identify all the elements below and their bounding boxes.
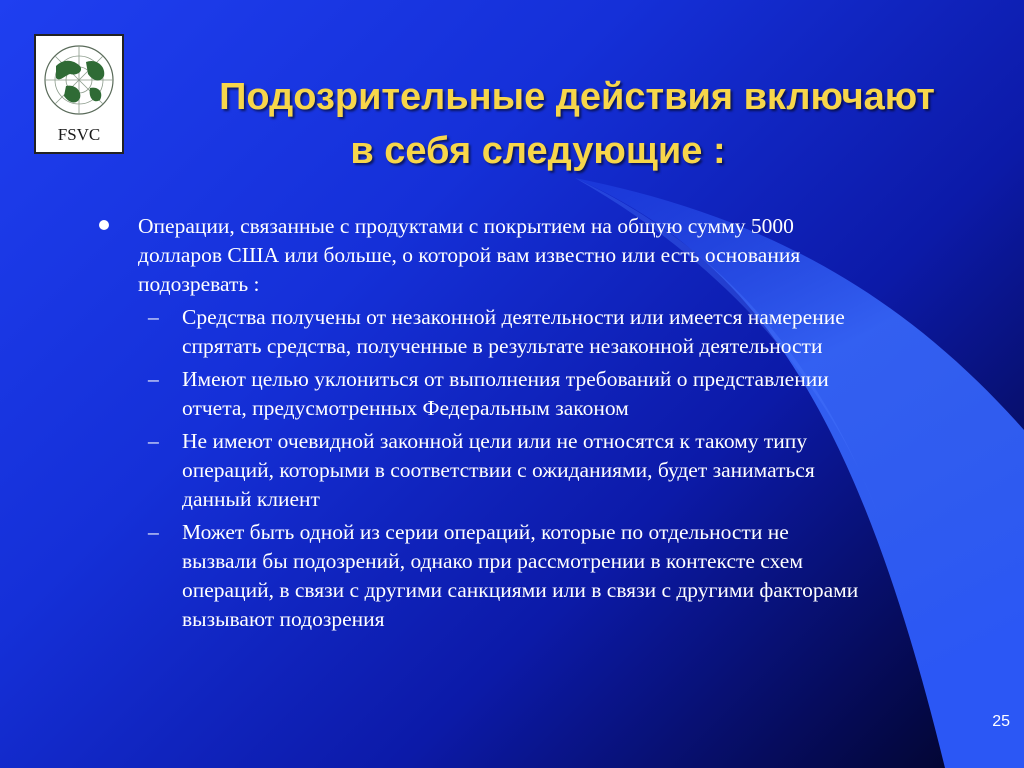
slide-title (128, 70, 1008, 178)
title-line-1: Подозрительные действия включают (219, 76, 935, 118)
sub-bullet-text: Средства получены от незаконной деятельности или имеется намерение спрятать средства, полученные в результате незаконной деятельности (182, 305, 845, 358)
sub-bullet-text: Может быть одной из серии операций, которые по отдельности не вызвали бы подозрений, однако при рассмотрении в контексте схем операций, в связи с другими санкциями или в связи с другими факторами вызывают подозрения (182, 520, 859, 631)
title-line-2: в себя следующие : (350, 130, 726, 172)
globe-icon (45, 46, 113, 114)
dash-icon: – (148, 429, 159, 453)
page-number: 25 (992, 713, 1010, 730)
sub-bullet-item (96, 365, 866, 423)
logo-text: FSVC (57, 125, 101, 144)
bullet-item (96, 212, 866, 299)
dash-icon: – (148, 367, 159, 391)
sub-bullet-text: Имеют целью уклониться от выполнения требований о представлении отчета, предусмотренных Федеральным законом (182, 367, 829, 420)
dash-icon: – (148, 305, 159, 329)
sub-bullet-item (96, 303, 866, 361)
slide-content (96, 212, 866, 634)
sub-bullet-text: Не имеют очевидной законной цели или не относятся к такому типу операций, которыми в соответствии с ожиданиями, будет заниматься данный клиент (182, 429, 815, 511)
bullet-text: Операции, связанные с продуктами с покрытием на общую сумму 5000 долларов США или больше, о которой вам известно или есть основания подозревать : (138, 214, 801, 296)
sub-bullet-item (96, 427, 866, 514)
bullet-dot-icon (99, 220, 109, 230)
dash-icon: – (148, 520, 159, 544)
sub-bullet-item (96, 518, 866, 634)
fsvc-logo (34, 34, 124, 154)
